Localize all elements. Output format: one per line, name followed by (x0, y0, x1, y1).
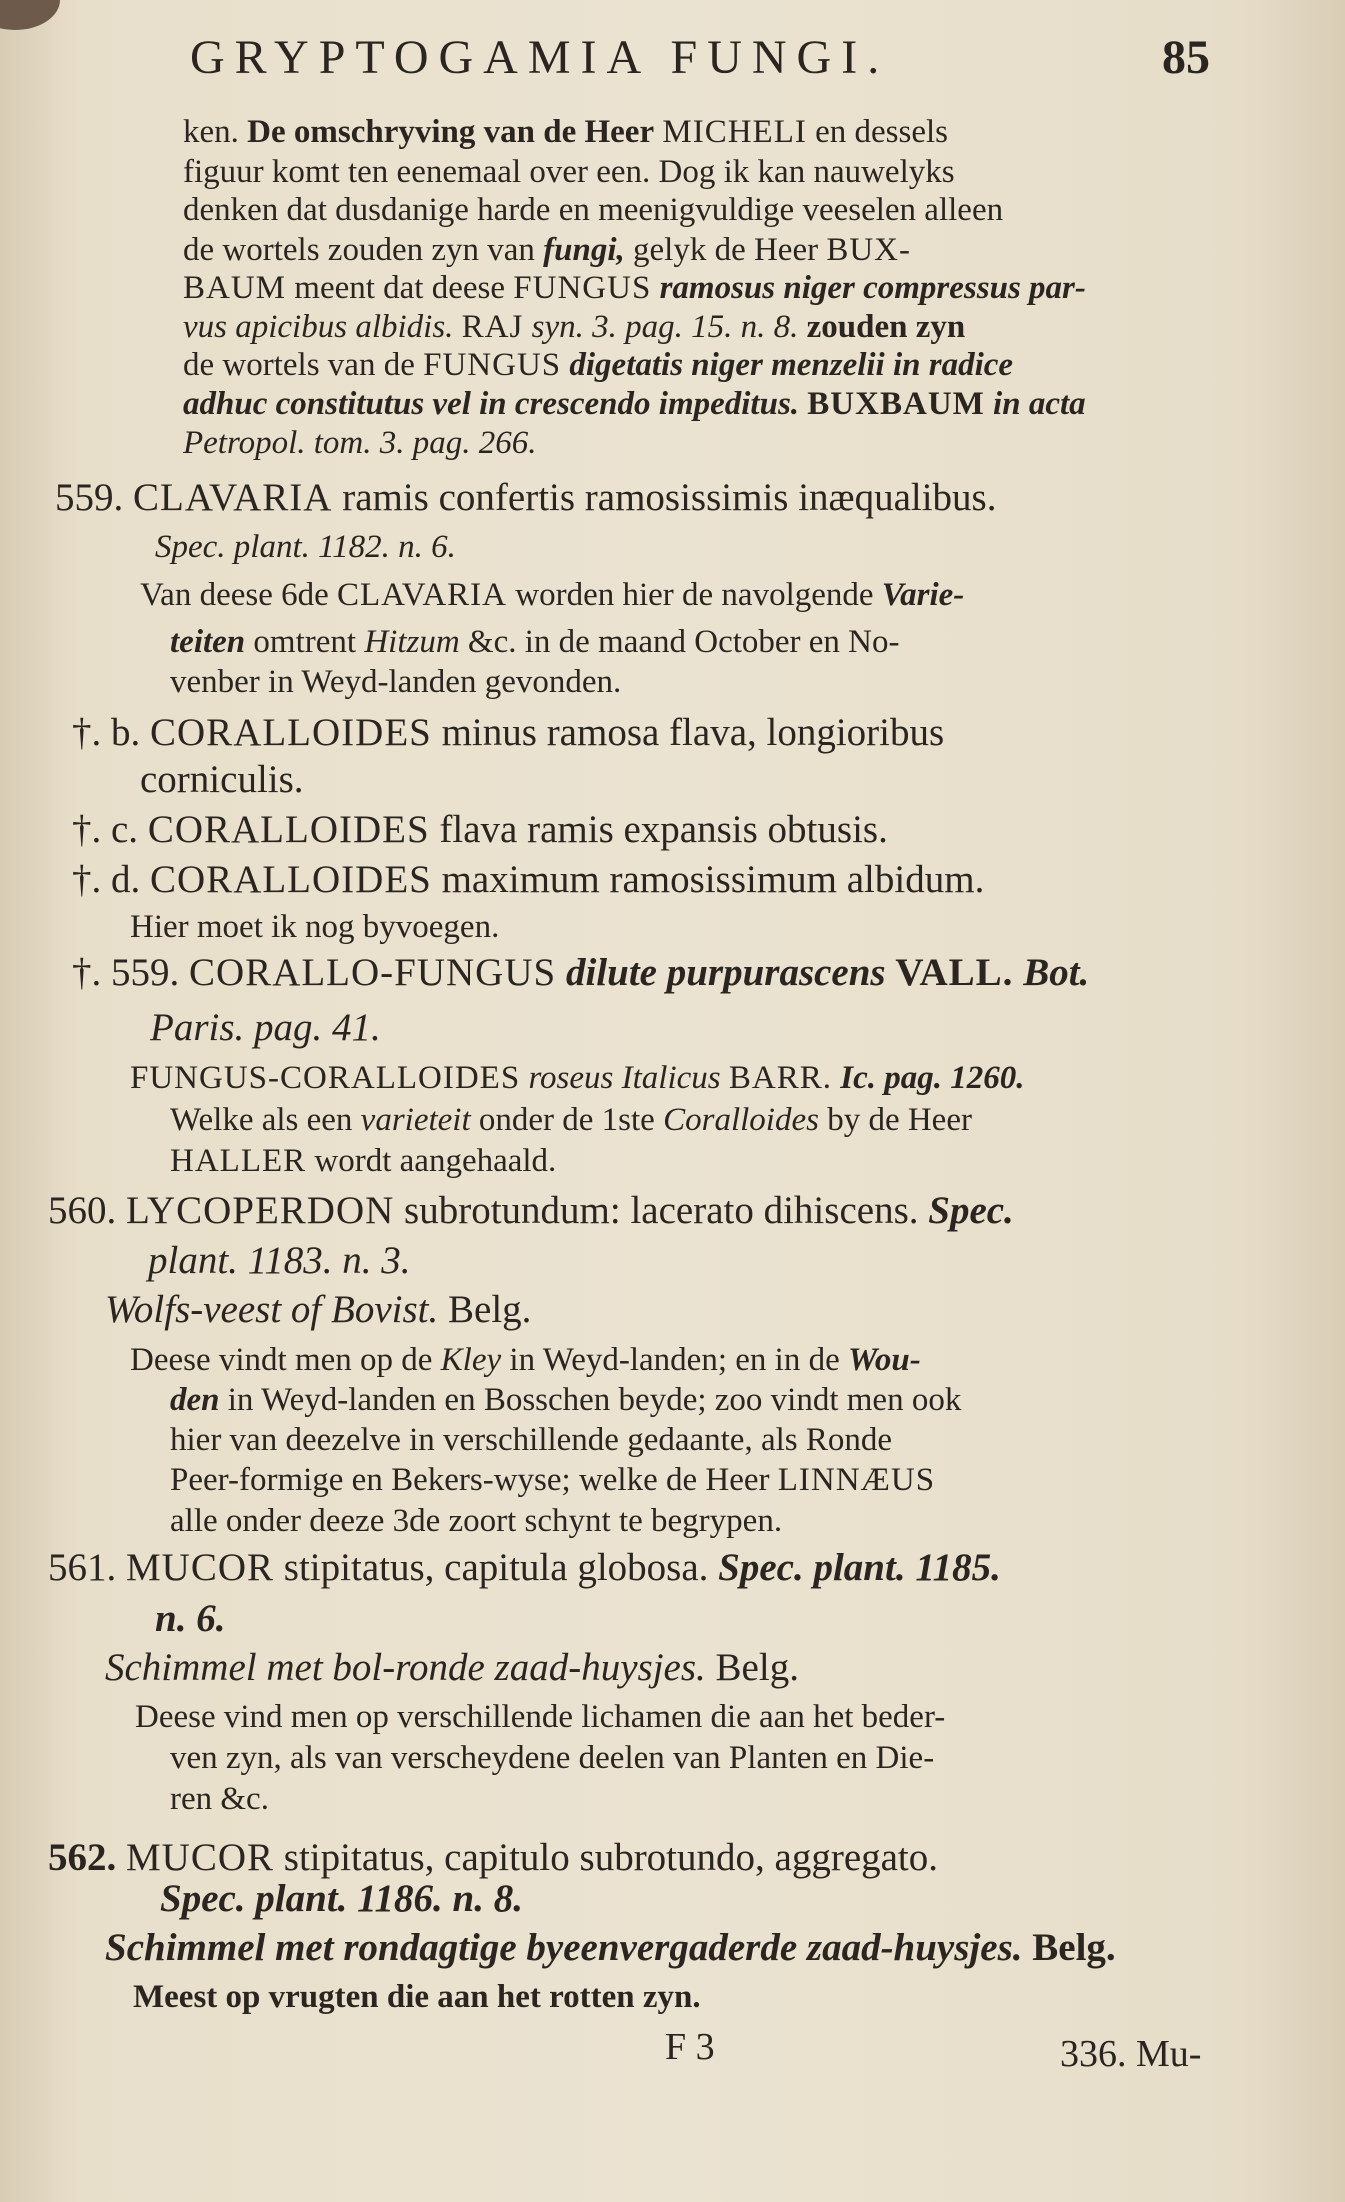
variety-entry (72, 710, 944, 756)
variety-marker: †. c. (72, 808, 139, 851)
species-description: subrotundum: lacerato dihiscens. (404, 1189, 919, 1232)
variety-entry (72, 857, 984, 903)
species-entry-heading (48, 1545, 1001, 1591)
catchword: 336. Mu- (1060, 2033, 1202, 2075)
text-line (135, 1697, 945, 1737)
species-description: roseus Italicus (528, 1060, 721, 1096)
place-name: Hitzum (364, 624, 460, 660)
author-name: HALLER (170, 1143, 307, 1179)
text-line (183, 268, 1086, 308)
author-name: VALL. (895, 951, 1014, 994)
genus-name: CORALLOIDES (150, 711, 432, 754)
species-description: minus ramosa flava, longioribus (441, 711, 945, 754)
text-line (183, 384, 1086, 424)
text: varieteit (360, 1102, 471, 1138)
genus-name: MUCOR (126, 1546, 275, 1589)
text: ren &c. (170, 1781, 269, 1817)
running-header (190, 30, 1210, 90)
text: Wou- (847, 1342, 921, 1378)
citation: Spec. plant. 1186. n. 8. (160, 1877, 523, 1920)
author-name: LINNÆUS (777, 1462, 936, 1498)
text-line (183, 190, 1003, 230)
text: hier van deezelve in verschillende gedaante, als Ronde (170, 1422, 893, 1458)
text-line (148, 1238, 411, 1284)
genus-name: CORALLOIDES (147, 808, 430, 851)
latin-term: fungi, (543, 232, 625, 268)
variety-marker: †. b. (72, 711, 141, 754)
page-number: 85 (1162, 31, 1210, 84)
author-name: MICHELI (662, 114, 807, 150)
text: den (170, 1382, 220, 1418)
vernacular-name-line (105, 1925, 1116, 1971)
author-name: BUXBAUM (807, 386, 985, 422)
latin-description: adhuc constitutus vel in crescendo impeditus. (183, 386, 800, 422)
language-tag: Belg. (448, 1288, 532, 1331)
text-line (160, 1876, 523, 1922)
text: denken dat dusdanige harde en meenigvuldige veeselen alleen (183, 192, 1004, 228)
text-line (170, 1420, 892, 1460)
genus-name: CLAVARIA (337, 577, 508, 613)
text: omtrent (253, 624, 357, 660)
latin-description: ramosus niger compressus par- (659, 270, 1086, 306)
citation: Bot. (1023, 951, 1090, 994)
text-line (183, 230, 911, 270)
text: alle onder deeze 3de zoort schynt te begrypen. (170, 1503, 783, 1539)
genus-name: MUCOR (126, 1836, 275, 1879)
text: de wortels zouden zyn van (183, 232, 535, 268)
entry-number: 562. (48, 1836, 117, 1879)
species-description: flava ramis expansis obtusis. (439, 808, 888, 851)
text: gelyk de Heer (633, 232, 819, 268)
text-line (170, 1100, 972, 1140)
text: zouden zyn (806, 309, 966, 345)
text-line (130, 1340, 921, 1380)
text: Hier moet ik nog byvoegen. (130, 909, 500, 945)
printer-signature: F 3 (665, 2026, 715, 2068)
text-line (140, 575, 964, 615)
variety-entry (72, 950, 1089, 996)
text: Peer-formige en Bekers-wyse; welke de Heer (170, 1462, 770, 1498)
text-line (183, 112, 948, 152)
citation: plant. 1183. n. 3. (148, 1239, 411, 1282)
running-title: GRYPTOGAMIA FUNGI. (190, 31, 890, 84)
text-line (133, 1977, 701, 2017)
species-entry-heading (48, 1835, 938, 1881)
genus-name: Coralloides (663, 1102, 819, 1138)
text-line (183, 345, 1013, 385)
text-line (183, 307, 965, 347)
text: in Weyd-landen; en in de (509, 1342, 840, 1378)
text: in Weyd-landen en Bosschen beyde; zoo vindt men ook (227, 1382, 962, 1418)
citation: Ic. pag. 1260. (840, 1060, 1025, 1096)
variety-marker: †. d. (72, 858, 141, 901)
text: onder de 1ste (478, 1102, 655, 1138)
language-tag: Belg. (715, 1646, 799, 1689)
text: en dessels (815, 114, 948, 150)
citation: Spec. plant. 1182. n. 6. (155, 529, 456, 565)
latin-description: digetatis niger menzelii in radice (569, 347, 1014, 383)
text-line (170, 1501, 782, 1541)
text: Welke als een (170, 1102, 353, 1138)
species-description: corniculis. (140, 758, 304, 801)
text-line (170, 1460, 935, 1500)
entry-number: 561. (48, 1546, 117, 1589)
latin-description: vus apicibus albidis. (183, 309, 454, 345)
text: ven zyn, als van verscheydene deelen van Planten en Die- (170, 1740, 935, 1776)
vernacular-name: Schimmel met bol-ronde zaad-huysjes. (105, 1646, 706, 1689)
vernacular-name-line (105, 1287, 531, 1333)
text-line (170, 1738, 934, 1778)
text: wordt aangehaald. (314, 1143, 557, 1179)
entry-number: 559. (55, 476, 124, 519)
species-description: stipitatus, capitulo subrotundo, aggregato. (283, 1836, 939, 1879)
text: Varie- (881, 577, 965, 613)
author-name: BAUM (183, 270, 287, 306)
text: Van deese 6de (140, 577, 329, 613)
text: De omschryving van de Heer (247, 114, 655, 150)
text-line (150, 1005, 381, 1051)
text-line (130, 907, 499, 947)
genus-name: CORALLOIDES (150, 858, 432, 901)
language-tag: Belg. (1032, 1926, 1116, 1969)
genus-name: FUNGUS (513, 270, 652, 306)
text-line (170, 662, 621, 702)
text-line (183, 152, 955, 192)
species-description: dilute purpurascens (565, 951, 886, 994)
text: de wortels van de (183, 347, 415, 383)
text-line (170, 1779, 269, 1819)
citation: n. 6. (155, 1597, 226, 1640)
genus-name: CLAVARIA (133, 476, 333, 519)
text: Kley (440, 1342, 502, 1378)
text-line (170, 1380, 961, 1420)
text-line (183, 423, 537, 463)
text: Deese vind men op verschillende lichamen die aan het beder- (135, 1699, 946, 1735)
text-line (155, 527, 456, 567)
vernacular-name: Wolfs-veest of Bovist. (105, 1288, 439, 1331)
citation: syn. 3. pag. 15. n. 8. (531, 309, 799, 345)
text-line (170, 622, 900, 662)
citation: in acta (993, 386, 1086, 422)
genus-name: LYCOPERDON (126, 1189, 395, 1232)
entry-number: 560. (48, 1189, 117, 1232)
species-description: maximum ramosissimum albidum. (441, 858, 985, 901)
genus-name: FUNGUS (423, 347, 562, 383)
text: ken. (183, 114, 239, 150)
text: worden hier de navolgende (515, 577, 874, 613)
genus-name: CORALLO-FUNGUS (189, 951, 557, 994)
author-name: BARR. (728, 1060, 832, 1096)
text: &c. in de maand October en No- (467, 624, 900, 660)
text: Deese vindt men op de (130, 1342, 433, 1378)
species-description: ramis confertis ramosissimis inæqualibus. (342, 476, 997, 519)
variety-entry (72, 807, 888, 853)
author-name: RAJ (461, 309, 524, 345)
text-line (155, 1596, 225, 1642)
species-entry-heading (55, 475, 996, 521)
citation: Spec. plant. 1185. (718, 1546, 1001, 1589)
text: teiten (170, 624, 246, 660)
text: Meest op vrugten die aan het rotten zyn. (133, 1979, 701, 2015)
species-entry-heading (48, 1188, 1014, 1234)
text: meent dat deese (294, 270, 506, 306)
text-line (140, 757, 304, 803)
text-line (170, 1141, 556, 1181)
vernacular-name-line (105, 1645, 799, 1691)
page-corner-shadow (0, 0, 60, 30)
text: figuur komt ten eenemaal over een. Dog ik kan nauwelyks (183, 154, 955, 190)
citation: Petropol. tom. 3. pag. 266. (183, 425, 537, 461)
text-line (130, 1058, 1025, 1098)
species-description: stipitatus, capitula globosa. (283, 1546, 709, 1589)
variety-marker: †. 559. (72, 951, 180, 994)
author-name: BUX- (826, 232, 912, 268)
citation: Spec. (928, 1189, 1014, 1232)
text: by de Heer (827, 1102, 972, 1138)
text: venber in Weyd-landen gevonden. (170, 664, 622, 700)
citation: Paris. pag. 41. (150, 1006, 381, 1049)
vernacular-name: Schimmel met rondagtige byeenvergaderde zaad-huysjes. (105, 1926, 1023, 1969)
genus-name: FUNGUS-CORALLOIDES (130, 1060, 521, 1096)
